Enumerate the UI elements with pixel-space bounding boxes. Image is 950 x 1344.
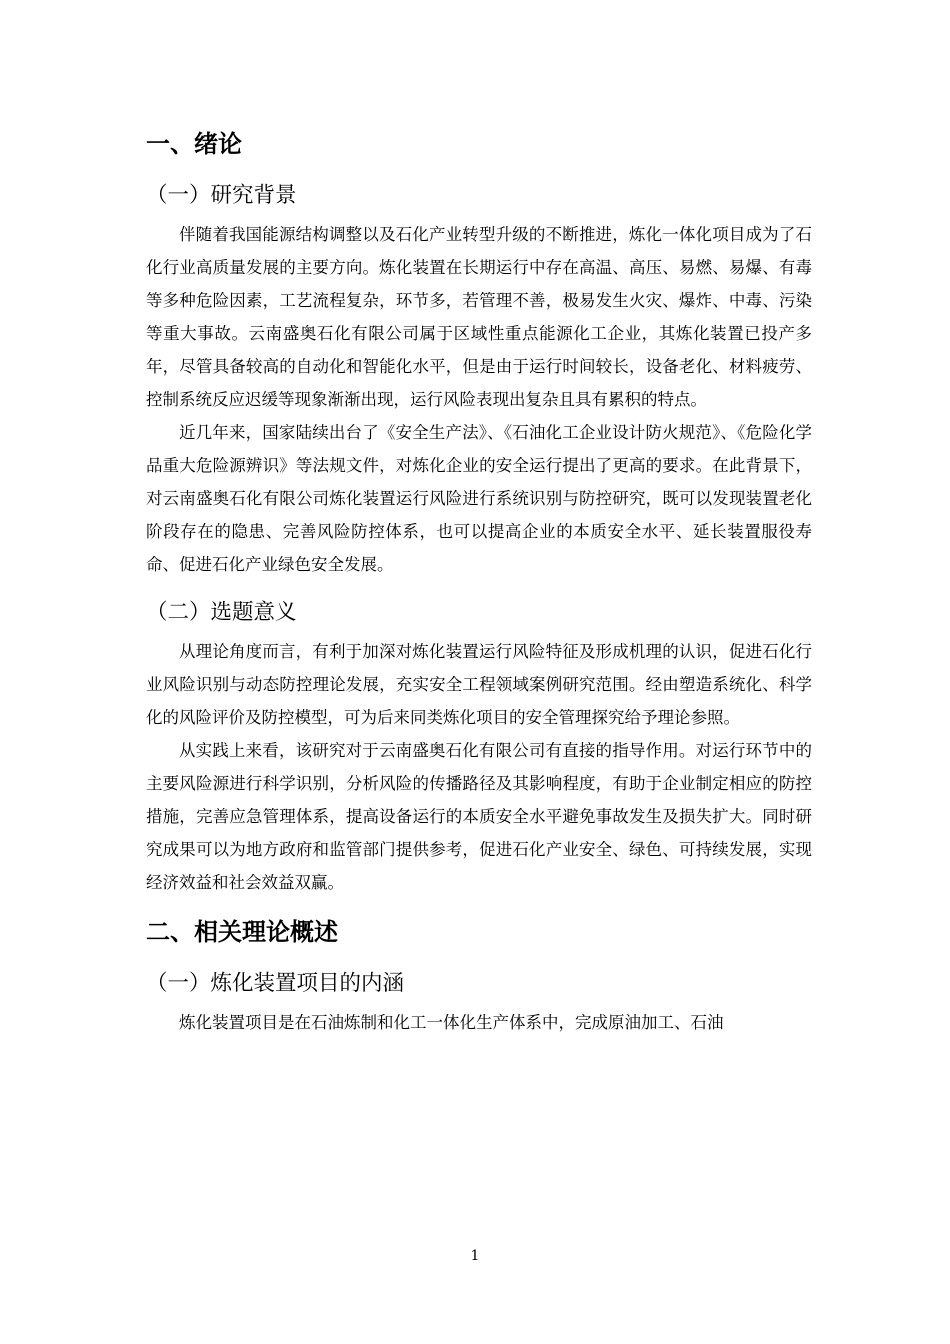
page-body bbox=[146, 126, 812, 1039]
paragraph-background-1: 伴随着我国能源结构调整以及石化产业转型升级的不断推进，炼化一体化项目成为了石化行业高质量发展的主要方向。炼化装置在长期运行中存在高温、高压、易燃、易爆、有毒等多种危险因素，工艺流程复杂，环节多，若管理不善，极易发生火灾、爆炸、中毒、污染等重大事故。云南盛奥石化有限公司属于区域性重点能源化工企业，其炼化装置已投产多年，尽管具备较高的自动化和智能化水平，但是由于运行时间较长，设备老化、材料疲劳、控制系统反应迟缓等现象渐渐出现，运行风险表现出复杂且具有累积的特点。 bbox=[146, 225, 812, 409]
paragraph-background-2: 近几年来，国家陆续出台了《安全生产法》、《石油化工企业设计防火规范》、《危险化学品重大危险源辨识》等法规文件，对炼化企业的安全运行提出了更高的要求。在此背景下，对云南盛奥石化有限公司炼化装置运行风险进行系统识别与防控研究，既可以发现装置老化阶段存在的隐患、完善风险防控体系，也可以提高企业的本质安全水平、延长装置服役寿命、促进石化产业绿色安全发展。 bbox=[146, 423, 812, 574]
paragraph-refinery-1: 炼化装置项目是在石油炼制和化工一体化生产体系中，完成原油加工、石油 bbox=[179, 1013, 724, 1032]
subsection-heading-refinery-project: （一）炼化装置项目的内涵 bbox=[146, 971, 405, 996]
section-heading-2: 二、相关理论概述 bbox=[146, 918, 338, 946]
section-heading-1: 一、绪论 bbox=[146, 130, 242, 158]
paragraph-significance-1: 从理论角度而言，有利于加深对炼化装置运行风险特征及形成机理的认识，促进石化行业风险识别与动态防控理论发展，充实安全工程领域案例研究范围。经由塑造系统化、科学化的风险评价及防控模型，可为后来同类炼化项目的安全管理探究给予理论参照。 bbox=[146, 642, 812, 727]
subsection-heading-research-background: （一）研究背景 bbox=[146, 183, 297, 208]
subsection-heading-topic-significance: （二）选题意义 bbox=[146, 600, 297, 625]
paragraph-significance-2: 从实践上来看，该研究对于云南盛奥石化有限公司有直接的指导作用。对运行环节中的主要风险源进行科学识别，分析风险的传播路径及其影响程度，有助于企业制定相应的防控措施，完善应急管理体系，提高设备运行的本质安全水平避免事故发生及损失扩大。同时研究成果可以为地方政府和监管部门提供参考，促进石化产业安全、绿色、可持续发展，实现经济效益和社会效益双赢。 bbox=[146, 741, 812, 892]
page-number: 1 bbox=[470, 1248, 480, 1264]
